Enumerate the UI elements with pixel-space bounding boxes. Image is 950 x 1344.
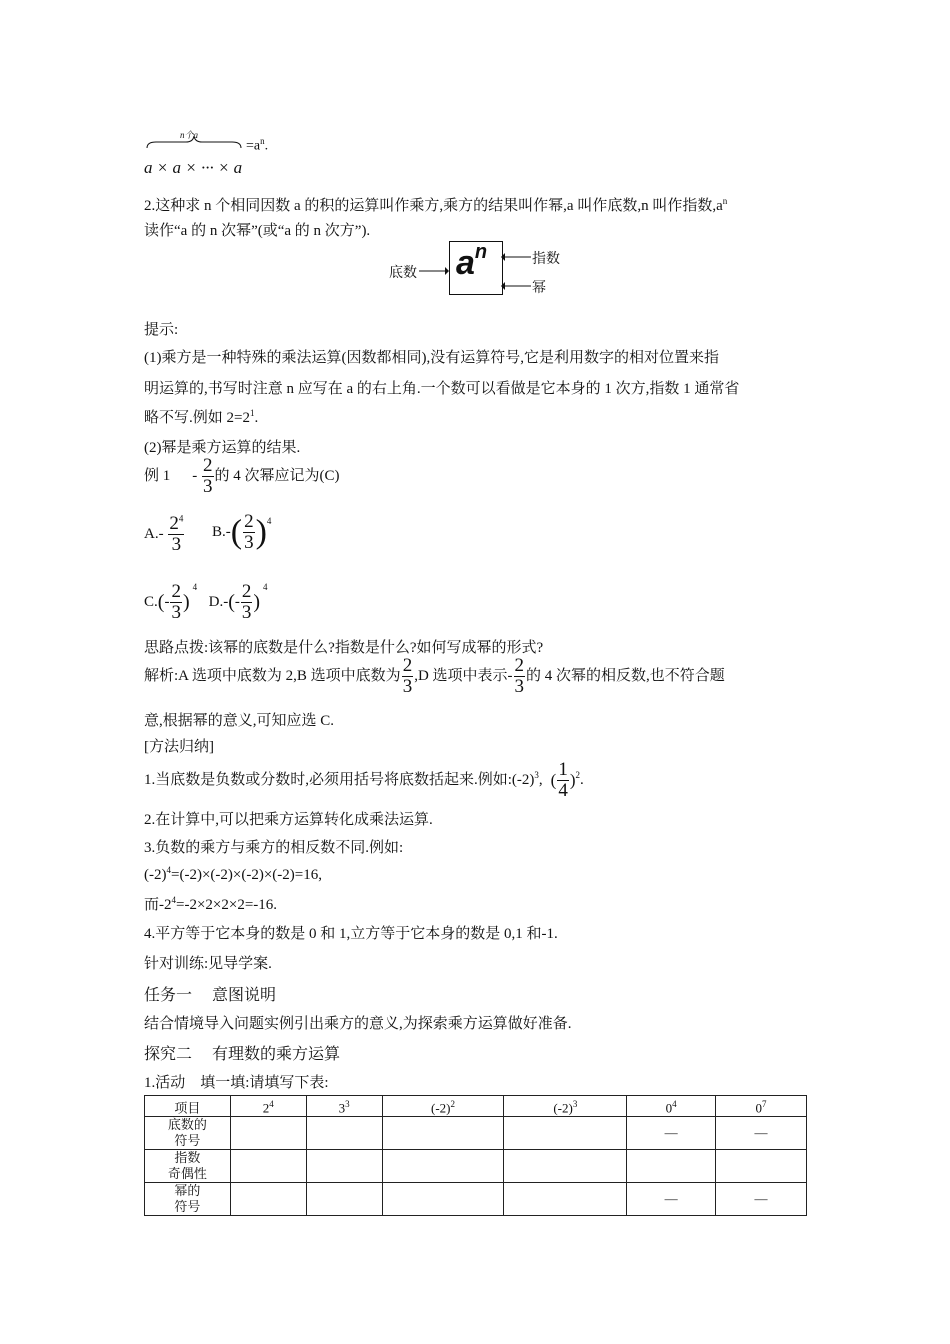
option-a: A.- $\frac{2^4}{3}$ <box>144 513 184 555</box>
table-cell[interactable] <box>382 1150 504 1183</box>
table-row <box>145 1183 807 1216</box>
arrow-right-icon <box>419 265 449 277</box>
table-cell[interactable] <box>382 1117 504 1150</box>
table-cell[interactable] <box>230 1183 306 1216</box>
method-item-2: 2.在计算中,可以把乘方运算转化成乘法运算. <box>144 812 433 828</box>
table-header-row <box>145 1096 807 1117</box>
row-label: 幂的 符号 <box>145 1183 231 1216</box>
table-row <box>145 1150 807 1183</box>
explore2-title: 探究二 有理数的乘方运算 <box>144 1046 341 1063</box>
fraction: $\frac{2}{3}$ <box>514 655 525 697</box>
diagram-base-label: 底数 <box>389 264 417 280</box>
fraction: $\frac{2}{3}$ <box>244 511 254 553</box>
table-cell: — <box>716 1183 807 1216</box>
arrow-left-icon <box>501 251 531 263</box>
table-header-cell: 项目 <box>145 1096 231 1117</box>
method-item-3: 3.负数的乘方与乘方的相反数不同.例如: <box>144 840 404 856</box>
table-row <box>145 1117 807 1150</box>
think-hint: 思路点拨:该幂的底数是什么?指数是什么?如何写成幂的形式? <box>144 640 544 656</box>
activity-instruction: 1.活动 填一填:请填写下表: <box>144 1075 329 1091</box>
option-c: C.(- $\frac{2}{3}$ )$^4$ D.-(- $\frac{2}{3}$ )$^4$ <box>144 581 268 623</box>
row-label: 指数 奇偶性 <box>145 1150 231 1183</box>
table-cell: — <box>627 1183 716 1216</box>
hint-item-1-line-3: 略不写.例如 $2=2^1$. <box>144 408 259 426</box>
analysis-line-2: 意,根据幂的意义,可知应选 C. <box>144 713 335 729</box>
method-title: [方法归纳] <box>144 739 214 755</box>
hint-item-2: (2)幂是乘方运算的结果. <box>144 440 301 456</box>
table-cell[interactable] <box>306 1117 382 1150</box>
power-glyph: $a^n$ <box>456 240 488 282</box>
task1-title: 任务一 意图说明 <box>144 987 277 1004</box>
method-item-4: 4.平方等于它本身的数是 0 和 1,立方等于它本身的数是 0,1 和-1. <box>144 926 558 942</box>
table-header-cell: $0^4$ <box>627 1096 716 1117</box>
table-cell[interactable] <box>230 1117 306 1150</box>
table-cell[interactable] <box>716 1150 807 1183</box>
definition-line-2: 读作“a 的 n 次幂”(或“a 的 n 次方”). <box>144 223 371 239</box>
hint-item-1-line-1: (1)乘方是一种特殊的乘法运算(因数都相同),没有运算符号,它是利用数字的相对位置来指 <box>144 350 719 366</box>
brace-label: n个a <box>180 130 199 140</box>
table-cell[interactable] <box>306 1150 382 1183</box>
diagram-power-label: 幂 <box>532 279 546 295</box>
option-b: B.-( $\frac{2}{3}$ )$^4$ <box>212 511 272 553</box>
diagram-exponent-label: 指数 <box>532 250 560 266</box>
fraction: $\frac{2^4}{3}$ <box>169 513 184 555</box>
fraction: $\frac{1}{4}$ <box>558 759 568 801</box>
table-cell[interactable] <box>504 1117 627 1150</box>
table-cell: — <box>627 1117 716 1150</box>
table-cell[interactable] <box>382 1183 504 1216</box>
table-header-cell: $3^3$ <box>306 1096 382 1117</box>
table-header-cell: $(-2)^2$ <box>382 1096 504 1117</box>
example-question: 例 1 - $\frac{2}{3}$ 的 4 次幂应记为(C) <box>144 455 340 497</box>
table-cell: — <box>716 1117 807 1150</box>
table-cell[interactable] <box>504 1150 627 1183</box>
table-header-cell: $0^7$ <box>716 1096 807 1117</box>
method-equation-1: $(-2)^4=(-2)\times(-2)\times(-2)\times(-2)=16$, <box>144 865 322 883</box>
fraction: $\frac{2}{3}$ <box>171 581 181 623</box>
fraction: $\frac{2}{3}$ <box>402 655 413 697</box>
fraction: $\frac{2}{3}$ <box>203 455 213 497</box>
table-header-cell: $(-2)^3$ <box>504 1096 627 1117</box>
method-item-1: 1.当底数是负数或分数时,必须用括号将底数括起来.例如$:(-2)^3$, ( $\frac{1}{4}$ )$^2$. <box>144 759 584 801</box>
task1-description: 结合情境导入问题实例引出乘方的意义,为探索乘方运算做好准备. <box>144 1016 572 1032</box>
table-cell[interactable] <box>306 1183 382 1216</box>
hint-title: 提示: <box>144 322 179 338</box>
method-equation-2: 而$-2^4=-2\times 2\times 2\times 2=-16$. <box>144 895 278 913</box>
fill-in-table <box>144 1095 807 1216</box>
hint-item-1-line-2: 明运算的,书写时注意 n 应写在 a 的右上角.一个数可以看做是它本身的 1 次方,指数 1 通常省 <box>144 381 740 397</box>
row-label: 底数的 符号 <box>145 1117 231 1150</box>
analysis-line-1: 解析:A 选项中底数为 2,B 选项中底数为 $\frac{2}{3}$ ,D 选项中表示- $\frac{2}{3}$ 的 4 次幂的相反数,也不符合题 <box>144 655 725 697</box>
training-note: 针对训练:见导学案. <box>144 956 272 972</box>
definition-line-1: 2.这种求 n 个相同因数 a 的积的运算叫作乘方,乘方的结果叫作幂,a 叫作底数,n 叫作指数$,a^n$ <box>144 196 728 214</box>
table-cell[interactable] <box>504 1183 627 1216</box>
power-box <box>449 241 503 295</box>
table-cell[interactable] <box>627 1150 716 1183</box>
formula-result: $=a^n$. <box>246 136 269 154</box>
formula-expansion: a × a × ··· × a <box>144 158 243 177</box>
table-header-cell: $2^4$ <box>230 1096 306 1117</box>
fraction: $\frac{2}{3}$ <box>241 581 252 623</box>
table-cell[interactable] <box>230 1150 306 1183</box>
arrow-left-icon <box>501 280 531 292</box>
